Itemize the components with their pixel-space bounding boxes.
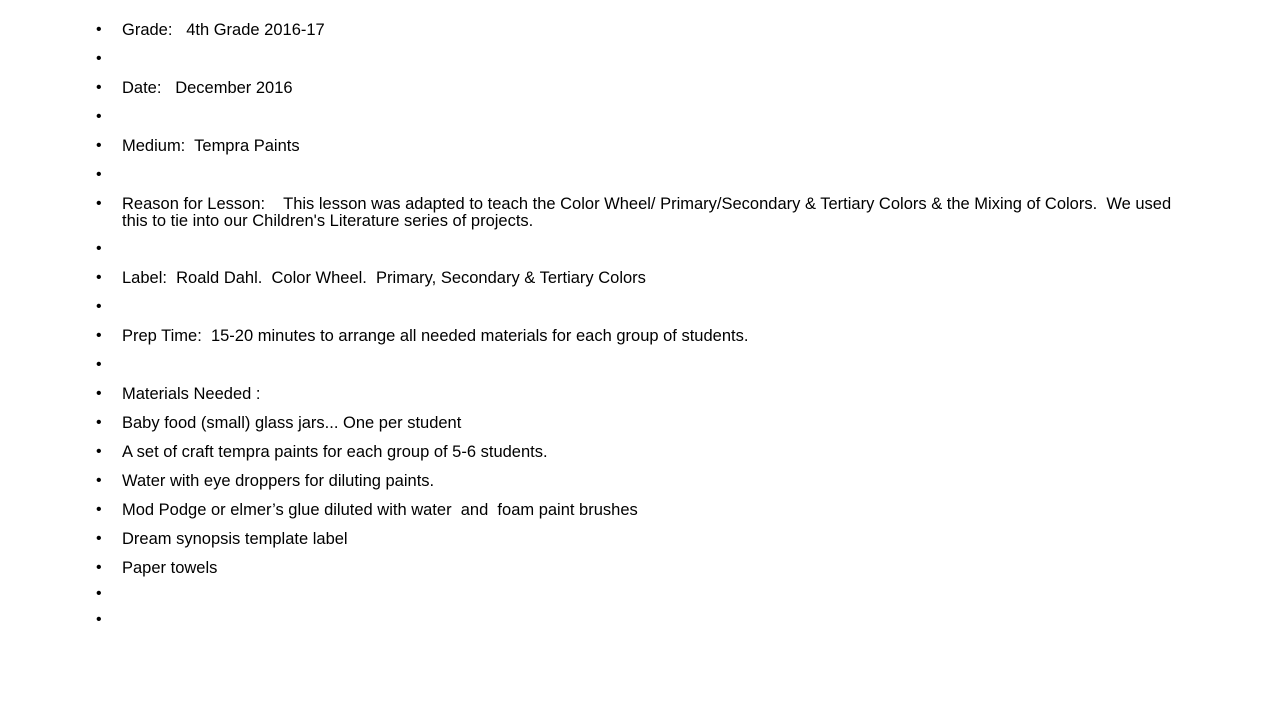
bullet-item-empty [96,241,1176,270]
bullet-text: Baby food (small) glass jars... One per student [122,414,462,432]
bullet-text: Materials Needed : [122,385,261,403]
bullet-text: Water with eye droppers for diluting paints. [122,472,435,490]
bullet-item-materials-heading [96,386,1176,415]
bullet-item-material [96,444,1176,473]
bullet-dot: • [96,385,102,402]
bullet-item-empty [96,612,1176,638]
bullet-dot: • [96,559,102,576]
bullet-dot: • [96,108,102,125]
bullet-text: Prep Time: 15-20 minutes to arrange all needed materials for each group of students. [122,327,749,345]
bullet-item-material [96,473,1176,502]
bullet-text: Paper towels [122,559,218,577]
bullet-item-material [96,502,1176,531]
bullet-item-empty [96,299,1176,328]
bullet-text: Reason for Lesson: This lesson was adapted to teach the Color Wheel/ Primary/Secondary & Tertiary Colors & the Mixing of Colors. We used this to tie into our Children's Literature series of projects. [122,195,1176,230]
bullet-text: Date: December 2016 [122,79,293,97]
bullet-dot: • [96,298,102,315]
bullet-dot: • [96,472,102,489]
bullet-dot: • [96,50,102,67]
bullet-dot: • [96,166,102,183]
bullet-text: Grade: 4th Grade 2016-17 [122,21,325,39]
bullet-dot: • [96,269,102,286]
bullet-dot: • [96,21,102,38]
bullet-item-medium [96,138,1176,167]
bullet-item-empty [96,109,1176,138]
bullet-text: Mod Podge or elmer’s glue diluted with water and foam paint brushes [122,501,638,519]
bullet-text: Label: Roald Dahl. Color Wheel. Primary, Secondary & Tertiary Colors [122,269,646,287]
bullet-item-empty [96,586,1176,612]
bullet-dot: • [96,79,102,96]
bullet-dot: • [96,611,102,628]
bullet-text: A set of craft tempra paints for each group of 5-6 students. [122,443,548,461]
bullet-text: Dream synopsis template label [122,530,348,548]
bullet-item-empty [96,167,1176,196]
bullet-dot: • [96,195,102,212]
bullet-item-reason [96,196,1176,241]
bullet-dot: • [96,327,102,344]
bullet-dot: • [96,443,102,460]
bullet-item-date [96,80,1176,109]
bullet-item-grade [96,22,1176,51]
lesson-bullet-list [96,22,1176,638]
bullet-item-empty [96,357,1176,386]
bullet-dot: • [96,137,102,154]
bullet-dot: • [96,501,102,518]
bullet-item-empty [96,51,1176,80]
bullet-item-material [96,560,1176,586]
bullet-item-material [96,531,1176,560]
bullet-text: Medium: Tempra Paints [122,137,300,155]
bullet-dot: • [96,585,102,602]
bullet-item-prep-time [96,328,1176,357]
bullet-dot: • [96,414,102,431]
bullet-dot: • [96,240,102,257]
bullet-dot: • [96,356,102,373]
bullet-item-label [96,270,1176,299]
bullet-item-material [96,415,1176,444]
bullet-dot: • [96,530,102,547]
